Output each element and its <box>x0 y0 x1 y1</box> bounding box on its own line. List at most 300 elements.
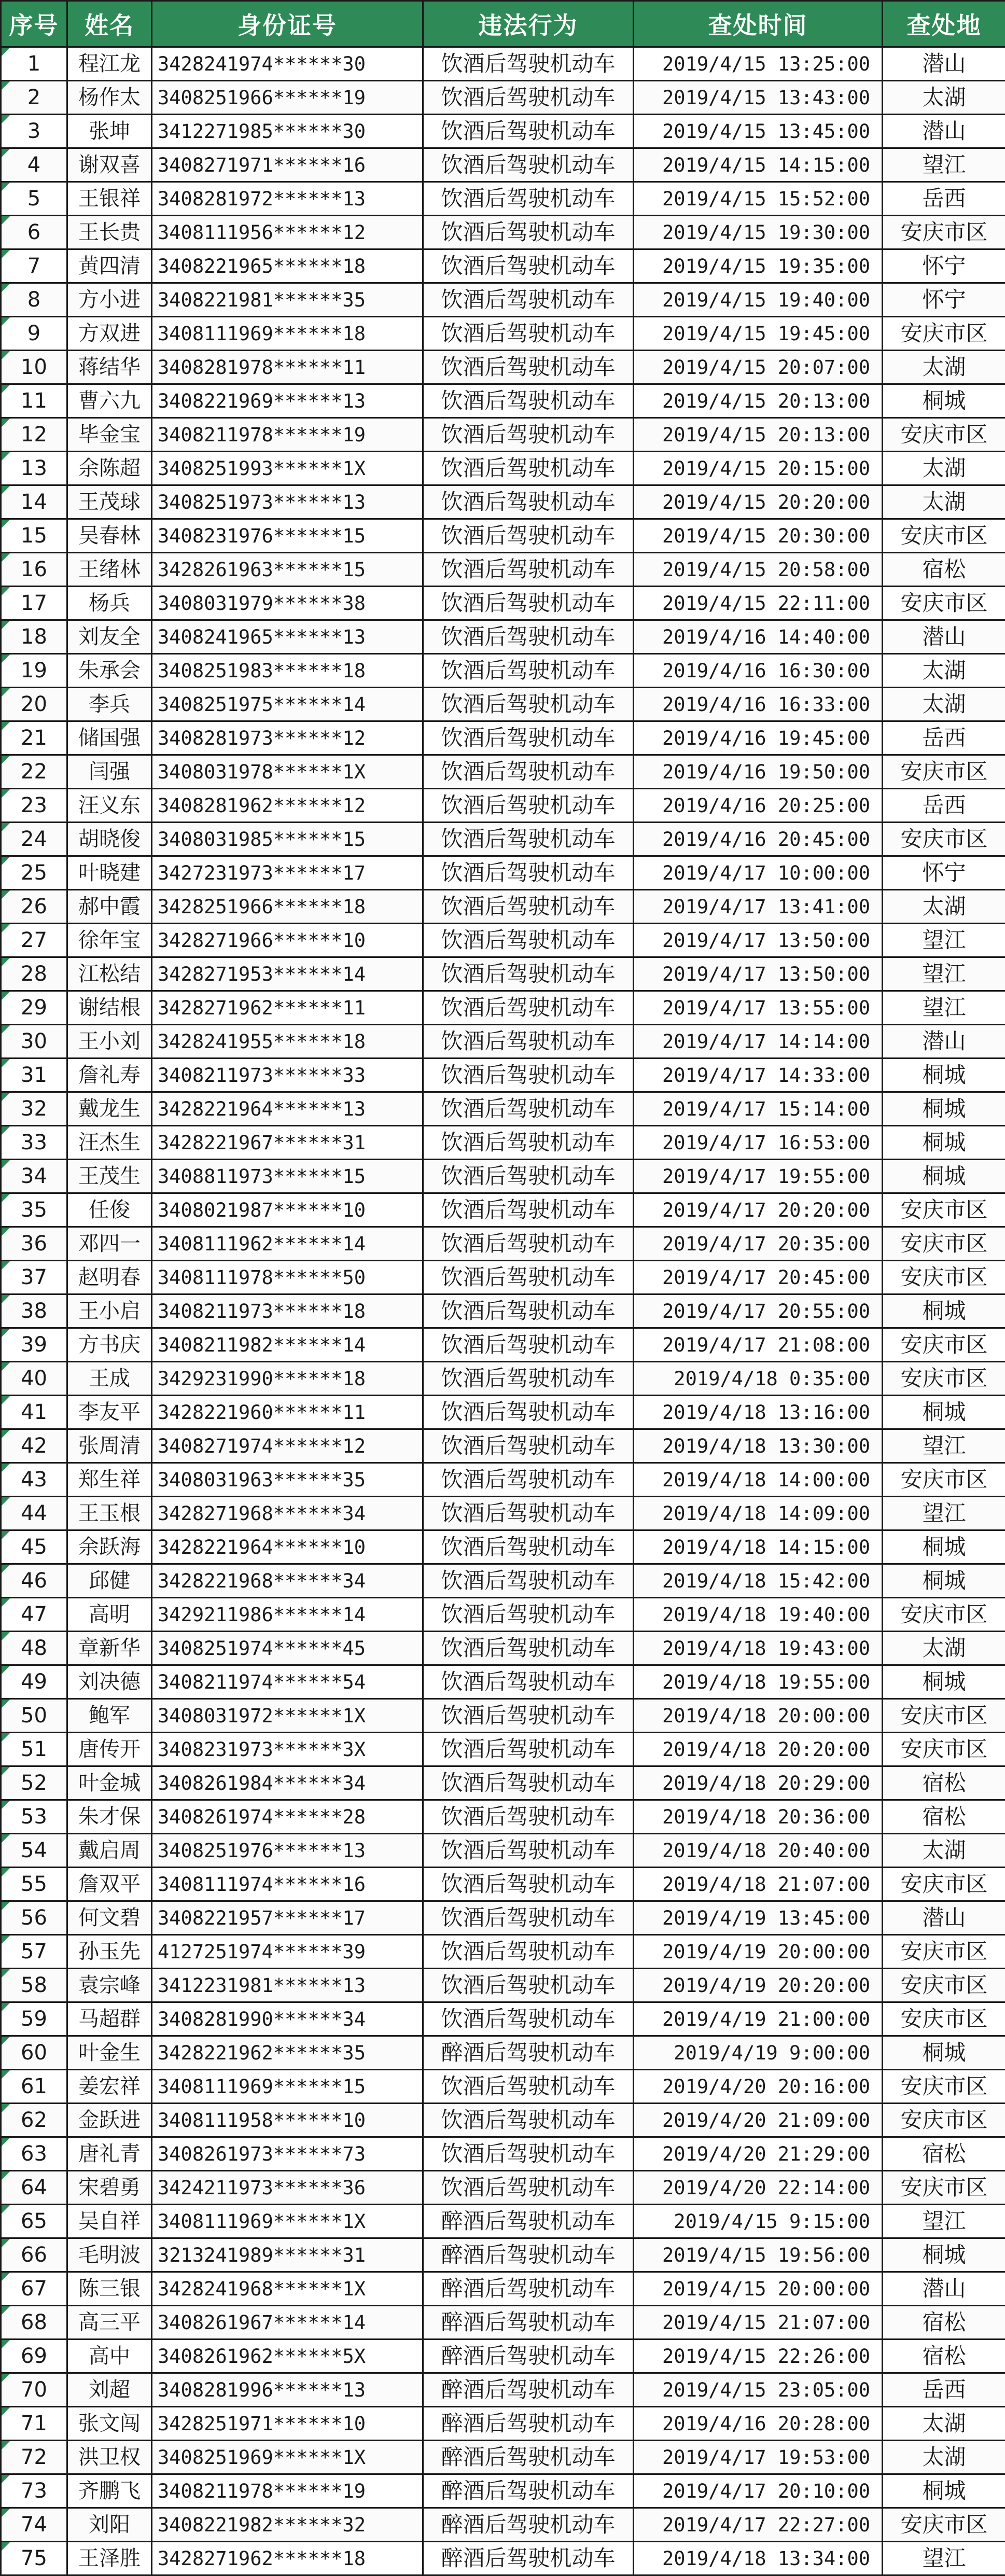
cell-name: 王泽胜 <box>67 2542 152 2575</box>
cell-location: 潜山 <box>883 47 1005 81</box>
cell-location: 怀宁 <box>883 283 1005 317</box>
cell-no: 30 <box>1 1025 67 1059</box>
cell-location: 桐城 <box>883 384 1005 418</box>
table-row <box>1 1800 1005 1834</box>
table-row <box>1 2441 1005 2474</box>
cell-time: 2019/4/17 20:35:00 <box>634 1227 883 1261</box>
cell-time: 2019/4/15 19:30:00 <box>634 216 883 249</box>
cell-time: 2019/4/18 19:43:00 <box>634 1632 883 1665</box>
cell-location: 望江 <box>883 2542 1005 2575</box>
cell-name: 汪义东 <box>67 789 152 823</box>
cell-time: 2019/4/18 20:00:00 <box>634 1699 883 1733</box>
cell-id-number: 3428251971******10 <box>152 2407 423 2441</box>
cell-name: 何文碧 <box>67 1901 152 1935</box>
cell-id-number: 3412271985******30 <box>152 115 423 148</box>
cell-time: 2019/4/15 13:45:00 <box>634 115 883 148</box>
cell-id-number: 3408111958******10 <box>152 2104 423 2137</box>
cell-id-number: 3408211978******19 <box>152 2474 423 2508</box>
cell-no: 17 <box>1 587 67 620</box>
cell-name: 余跃海 <box>67 1530 152 1564</box>
cell-name: 王茂生 <box>67 1160 152 1193</box>
cell-id-number: 3408231973******3X <box>152 1733 423 1766</box>
cell-violation: 饮酒后驾驶机动车 <box>423 2137 634 2171</box>
table-row <box>1 721 1005 755</box>
cell-time: 2019/4/17 20:20:00 <box>634 1193 883 1227</box>
cell-no: 41 <box>1 1396 67 1429</box>
cell-name: 洪卫权 <box>67 2441 152 2474</box>
cell-id-number: 3408111969******15 <box>152 2070 423 2104</box>
cell-no: 60 <box>1 2036 67 2070</box>
table-row <box>1 148 1005 182</box>
cell-time: 2019/4/20 22:14:00 <box>634 2171 883 2205</box>
table-row <box>1 1092 1005 1126</box>
cell-violation: 饮酒后驾驶机动车 <box>423 1530 634 1564</box>
cell-time: 2019/4/15 19:45:00 <box>634 317 883 351</box>
cell-violation: 饮酒后驾驶机动车 <box>423 1193 634 1227</box>
cell-time: 2019/4/15 20:15:00 <box>634 452 883 485</box>
cell-time: 2019/4/17 13:41:00 <box>634 890 883 924</box>
cell-location: 宿松 <box>883 553 1005 587</box>
cell-id-number: 3408251983******18 <box>152 654 423 688</box>
cell-location: 岳西 <box>883 2373 1005 2407</box>
cell-time: 2019/4/18 14:15:00 <box>634 1530 883 1564</box>
cell-no: 49 <box>1 1665 67 1699</box>
cell-no: 54 <box>1 1834 67 1868</box>
table-row <box>1 1598 1005 1632</box>
table-row <box>1 553 1005 587</box>
header-id: 身份证号 <box>152 1 423 47</box>
cell-location: 岳西 <box>883 182 1005 216</box>
cell-name: 王小启 <box>67 1294 152 1328</box>
cell-time: 2019/4/18 13:30:00 <box>634 1429 883 1463</box>
cell-id-number: 3408811973******15 <box>152 1160 423 1193</box>
cell-violation: 饮酒后驾驶机动车 <box>423 957 634 991</box>
cell-no: 68 <box>1 2306 67 2340</box>
table-row <box>1 1632 1005 1665</box>
table-row <box>1 2104 1005 2137</box>
cell-id-number: 3408281972******13 <box>152 182 423 216</box>
table-row <box>1 1362 1005 1396</box>
cell-name: 谢双喜 <box>67 148 152 182</box>
cell-location: 安庆市区 <box>883 2104 1005 2137</box>
cell-location: 望江 <box>883 1497 1005 1530</box>
cell-id-number: 3428221960******11 <box>152 1396 423 1429</box>
cell-time: 2019/4/18 14:09:00 <box>634 1497 883 1530</box>
cell-id-number: 3408221965******18 <box>152 249 423 283</box>
cell-location: 桐城 <box>883 2238 1005 2272</box>
cell-time: 2019/4/16 14:40:00 <box>634 620 883 654</box>
table-row <box>1 81 1005 115</box>
cell-violation: 饮酒后驾驶机动车 <box>423 1665 634 1699</box>
cell-time: 2019/4/15 19:35:00 <box>634 249 883 283</box>
cell-no: 7 <box>1 249 67 283</box>
cell-time: 2019/4/15 23:05:00 <box>634 2373 883 2407</box>
cell-name: 朱才保 <box>67 1800 152 1834</box>
cell-violation: 醉酒后驾驶机动车 <box>423 2542 634 2575</box>
cell-time: 2019/4/18 0:35:00 <box>634 1362 883 1396</box>
cell-id-number: 3428221964******10 <box>152 1530 423 1564</box>
cell-id-number: 3408251976******13 <box>152 1834 423 1868</box>
cell-no: 40 <box>1 1362 67 1396</box>
cell-time: 2019/4/15 13:43:00 <box>634 81 883 115</box>
table-row <box>1 1564 1005 1598</box>
cell-id-number: 3408271971******16 <box>152 148 423 182</box>
cell-name: 吴春林 <box>67 519 152 553</box>
cell-name: 任俊 <box>67 1193 152 1227</box>
cell-name: 刘超 <box>67 2373 152 2407</box>
table-row <box>1 2373 1005 2407</box>
cell-violation: 饮酒后驾驶机动车 <box>423 317 634 351</box>
cell-location: 安庆市区 <box>883 1463 1005 1497</box>
cell-no: 9 <box>1 317 67 351</box>
cell-name: 杨兵 <box>67 587 152 620</box>
header-row <box>1 1 1005 47</box>
cell-name: 刘决德 <box>67 1665 152 1699</box>
cell-time: 2019/4/17 21:08:00 <box>634 1328 883 1362</box>
table-row <box>1 2340 1005 2373</box>
cell-violation: 饮酒后驾驶机动车 <box>423 1328 634 1362</box>
cell-violation: 饮酒后驾驶机动车 <box>423 755 634 789</box>
cell-name: 杨作太 <box>67 81 152 115</box>
cell-time: 2019/4/17 20:55:00 <box>634 1294 883 1328</box>
table-row <box>1 1025 1005 1059</box>
cell-time: 2019/4/17 13:50:00 <box>634 957 883 991</box>
cell-no: 56 <box>1 1901 67 1935</box>
cell-no: 4 <box>1 148 67 182</box>
cell-violation: 饮酒后驾驶机动车 <box>423 1733 634 1766</box>
cell-no: 52 <box>1 1766 67 1800</box>
cell-violation: 饮酒后驾驶机动车 <box>423 1396 634 1429</box>
cell-location: 怀宁 <box>883 249 1005 283</box>
cell-time: 2019/4/16 20:45:00 <box>634 823 883 856</box>
cell-location: 望江 <box>883 1429 1005 1463</box>
cell-name: 方书庆 <box>67 1328 152 1362</box>
cell-name: 刘友全 <box>67 620 152 654</box>
cell-id-number: 3408221981******35 <box>152 283 423 317</box>
cell-location: 太湖 <box>883 2441 1005 2474</box>
cell-name: 储国强 <box>67 721 152 755</box>
table-row <box>1 1766 1005 1800</box>
cell-no: 29 <box>1 991 67 1025</box>
cell-time: 2019/4/16 16:30:00 <box>634 654 883 688</box>
table-row <box>1 789 1005 823</box>
cell-violation: 饮酒后驾驶机动车 <box>423 688 634 721</box>
table-row <box>1 1665 1005 1699</box>
cell-no: 65 <box>1 2205 67 2238</box>
cell-id-number: 3408211973******33 <box>152 1059 423 1092</box>
cell-id-number: 3408031963******35 <box>152 1463 423 1497</box>
cell-id-number: 3428271968******34 <box>152 1497 423 1530</box>
cell-no: 28 <box>1 957 67 991</box>
cell-no: 69 <box>1 2340 67 2373</box>
cell-location: 宿松 <box>883 1766 1005 1800</box>
cell-no: 8 <box>1 283 67 317</box>
table-row <box>1 2137 1005 2171</box>
table-row <box>1 957 1005 991</box>
cell-no: 70 <box>1 2373 67 2407</box>
cell-id-number: 3408111974******16 <box>152 1868 423 1901</box>
cell-violation: 饮酒后驾驶机动车 <box>423 1800 634 1834</box>
cell-violation: 饮酒后驾驶机动车 <box>423 351 634 384</box>
cell-name: 姜宏祥 <box>67 2070 152 2104</box>
table-row <box>1 1160 1005 1193</box>
table-row <box>1 2508 1005 2542</box>
cell-violation: 饮酒后驾驶机动车 <box>423 1632 634 1665</box>
cell-location: 望江 <box>883 957 1005 991</box>
cell-violation: 醉酒后驾驶机动车 <box>423 2441 634 2474</box>
cell-location: 安庆市区 <box>883 823 1005 856</box>
cell-no: 16 <box>1 553 67 587</box>
cell-no: 14 <box>1 485 67 519</box>
cell-no: 12 <box>1 418 67 452</box>
cell-time: 2019/4/19 9:00:00 <box>634 2036 883 2070</box>
cell-no: 36 <box>1 1227 67 1261</box>
cell-location: 岳西 <box>883 721 1005 755</box>
cell-no: 63 <box>1 2137 67 2171</box>
cell-name: 齐鹏飞 <box>67 2474 152 2508</box>
cell-name: 张周清 <box>67 1429 152 1463</box>
cell-violation: 醉酒后驾驶机动车 <box>423 2340 634 2373</box>
cell-violation: 饮酒后驾驶机动车 <box>423 1429 634 1463</box>
cell-violation: 饮酒后驾驶机动车 <box>423 148 634 182</box>
table-row <box>1 2002 1005 2036</box>
cell-time: 2019/4/18 20:29:00 <box>634 1766 883 1800</box>
table-body <box>1 47 1005 2575</box>
cell-location: 潜山 <box>883 620 1005 654</box>
cell-time: 2019/4/19 21:00:00 <box>634 2002 883 2036</box>
table-row <box>1 2542 1005 2575</box>
table-row <box>1 216 1005 249</box>
cell-id-number: 3408281978******11 <box>152 351 423 384</box>
table-row <box>1 2070 1005 2104</box>
cell-name: 章新华 <box>67 1632 152 1665</box>
table-row <box>1 249 1005 283</box>
cell-violation: 饮酒后驾驶机动车 <box>423 2070 634 2104</box>
cell-time: 2019/4/15 9:15:00 <box>634 2205 883 2238</box>
cell-no: 35 <box>1 1193 67 1227</box>
table-row <box>1 654 1005 688</box>
cell-violation: 饮酒后驾驶机动车 <box>423 1766 634 1800</box>
cell-violation: 饮酒后驾驶机动车 <box>423 485 634 519</box>
cell-location: 桐城 <box>883 1396 1005 1429</box>
cell-violation: 醉酒后驾驶机动车 <box>423 2238 634 2272</box>
cell-name: 闫强 <box>67 755 152 789</box>
cell-time: 2019/4/15 20:20:00 <box>634 485 883 519</box>
table-row <box>1 2205 1005 2238</box>
table-row <box>1 1901 1005 1935</box>
header-name: 姓名 <box>67 1 152 47</box>
cell-location: 桐城 <box>883 1160 1005 1193</box>
cell-violation: 饮酒后驾驶机动车 <box>423 1699 634 1733</box>
cell-no: 34 <box>1 1160 67 1193</box>
cell-id-number: 3428241974******30 <box>152 47 423 81</box>
cell-time: 2019/4/16 19:50:00 <box>634 755 883 789</box>
cell-no: 26 <box>1 890 67 924</box>
cell-name: 曹六九 <box>67 384 152 418</box>
cell-time: 2019/4/17 22:27:00 <box>634 2508 883 2542</box>
cell-violation: 饮酒后驾驶机动车 <box>423 1901 634 1935</box>
cell-no: 62 <box>1 2104 67 2137</box>
cell-id-number: 3408211973******18 <box>152 1294 423 1328</box>
cell-violation: 饮酒后驾驶机动车 <box>423 620 634 654</box>
table-row <box>1 890 1005 924</box>
cell-no: 6 <box>1 216 67 249</box>
cell-violation: 饮酒后驾驶机动车 <box>423 2104 634 2137</box>
cell-time: 2019/4/16 16:33:00 <box>634 688 883 721</box>
cell-location: 宿松 <box>883 2340 1005 2373</box>
cell-id-number: 3428271962******18 <box>152 2542 423 2575</box>
cell-no: 18 <box>1 620 67 654</box>
cell-name: 袁宗峰 <box>67 1969 152 2002</box>
cell-id-number: 3408111956******12 <box>152 216 423 249</box>
cell-no: 27 <box>1 924 67 957</box>
cell-no: 3 <box>1 115 67 148</box>
cell-time: 2019/4/15 19:40:00 <box>634 283 883 317</box>
table-row <box>1 1261 1005 1294</box>
table-row <box>1 182 1005 216</box>
cell-location: 望江 <box>883 2205 1005 2238</box>
cell-location: 安庆市区 <box>883 1969 1005 2002</box>
cell-location: 安庆市区 <box>883 2070 1005 2104</box>
table-row <box>1 418 1005 452</box>
cell-no: 44 <box>1 1497 67 1530</box>
cell-location: 太湖 <box>883 688 1005 721</box>
cell-location: 太湖 <box>883 2407 1005 2441</box>
cell-name: 王绪林 <box>67 553 152 587</box>
cell-name: 毕金宝 <box>67 418 152 452</box>
table-row <box>1 1059 1005 1092</box>
cell-violation: 醉酒后驾驶机动车 <box>423 2272 634 2306</box>
cell-violation: 饮酒后驾驶机动车 <box>423 1362 634 1396</box>
table-row <box>1 1429 1005 1463</box>
table-row <box>1 1193 1005 1227</box>
cell-name: 马超群 <box>67 2002 152 2036</box>
table-row <box>1 351 1005 384</box>
cell-no: 74 <box>1 2508 67 2542</box>
cell-location: 安庆市区 <box>883 1868 1005 1901</box>
cell-time: 2019/4/17 13:50:00 <box>634 924 883 957</box>
cell-id-number: 3408261967******14 <box>152 2306 423 2340</box>
cell-no: 19 <box>1 654 67 688</box>
cell-location: 安庆市区 <box>883 1193 1005 1227</box>
cell-id-number: 3408221957******17 <box>152 1901 423 1935</box>
cell-time: 2019/4/19 20:20:00 <box>634 1969 883 2002</box>
cell-id-number: 4127251974******39 <box>152 1935 423 1969</box>
cell-violation: 饮酒后驾驶机动车 <box>423 721 634 755</box>
cell-name: 金跃进 <box>67 2104 152 2137</box>
table-row <box>1 620 1005 654</box>
cell-time: 2019/4/17 19:55:00 <box>634 1160 883 1193</box>
cell-violation: 饮酒后驾驶机动车 <box>423 418 634 452</box>
cell-id-number: 3213241989******31 <box>152 2238 423 2272</box>
cell-id-number: 3428271962******11 <box>152 991 423 1025</box>
cell-name: 余陈超 <box>67 452 152 485</box>
cell-name: 唐礼青 <box>67 2137 152 2171</box>
cell-time: 2019/4/15 22:26:00 <box>634 2340 883 2373</box>
cell-time: 2019/4/15 21:07:00 <box>634 2306 883 2340</box>
table-row <box>1 2238 1005 2272</box>
cell-id-number: 3408261974******28 <box>152 1800 423 1834</box>
cell-name: 朱承会 <box>67 654 152 688</box>
cell-violation: 饮酒后驾驶机动车 <box>423 1025 634 1059</box>
cell-violation: 饮酒后驾驶机动车 <box>423 1463 634 1497</box>
cell-time: 2019/4/17 13:55:00 <box>634 991 883 1025</box>
cell-violation: 饮酒后驾驶机动车 <box>423 890 634 924</box>
cell-id-number: 3408251975******14 <box>152 688 423 721</box>
table-row <box>1 1396 1005 1429</box>
cell-no: 72 <box>1 2441 67 2474</box>
cell-no: 64 <box>1 2171 67 2205</box>
cell-no: 47 <box>1 1598 67 1632</box>
cell-time: 2019/4/18 20:40:00 <box>634 1834 883 1868</box>
cell-violation: 醉酒后驾驶机动车 <box>423 2306 634 2340</box>
cell-id-number: 3408111978******50 <box>152 1261 423 1294</box>
table-row <box>1 1733 1005 1766</box>
cell-id-number: 3428251966******18 <box>152 890 423 924</box>
cell-id-number: 3408251993******1X <box>152 452 423 485</box>
cell-time: 2019/4/17 14:14:00 <box>634 1025 883 1059</box>
cell-violation: 饮酒后驾驶机动车 <box>423 1294 634 1328</box>
cell-name: 郑生祥 <box>67 1463 152 1497</box>
table-row <box>1 384 1005 418</box>
cell-name: 詹礼寿 <box>67 1059 152 1092</box>
cell-name: 孙玉先 <box>67 1935 152 1969</box>
cell-location: 安庆市区 <box>883 418 1005 452</box>
cell-violation: 饮酒后驾驶机动车 <box>423 823 634 856</box>
cell-id-number: 3428261963******15 <box>152 553 423 587</box>
cell-id-number: 3408251974******45 <box>152 1632 423 1665</box>
cell-no: 38 <box>1 1294 67 1328</box>
cell-violation: 饮酒后驾驶机动车 <box>423 1092 634 1126</box>
cell-no: 59 <box>1 2002 67 2036</box>
table-row <box>1 1294 1005 1328</box>
cell-id-number: 3428271953******14 <box>152 957 423 991</box>
cell-location: 桐城 <box>883 1126 1005 1160</box>
cell-location: 潜山 <box>883 115 1005 148</box>
cell-no: 23 <box>1 789 67 823</box>
cell-location: 安庆市区 <box>883 1935 1005 1969</box>
cell-location: 太湖 <box>883 81 1005 115</box>
cell-location: 宿松 <box>883 2137 1005 2171</box>
cell-name: 鲍军 <box>67 1699 152 1733</box>
cell-no: 31 <box>1 1059 67 1092</box>
cell-location: 太湖 <box>883 1632 1005 1665</box>
cell-violation: 饮酒后驾驶机动车 <box>423 216 634 249</box>
cell-violation: 饮酒后驾驶机动车 <box>423 1227 634 1261</box>
cell-violation: 饮酒后驾驶机动车 <box>423 1059 634 1092</box>
table-row <box>1 1328 1005 1362</box>
cell-time: 2019/4/18 14:00:00 <box>634 1463 883 1497</box>
cell-no: 32 <box>1 1092 67 1126</box>
cell-no: 10 <box>1 351 67 384</box>
cell-id-number: 3408031979******38 <box>152 587 423 620</box>
cell-time: 2019/4/15 20:30:00 <box>634 519 883 553</box>
cell-violation: 饮酒后驾驶机动车 <box>423 519 634 553</box>
table-row <box>1 47 1005 81</box>
cell-name: 戴龙生 <box>67 1092 152 1126</box>
cell-time: 2019/4/19 13:45:00 <box>634 1901 883 1935</box>
cell-name: 王成 <box>67 1362 152 1396</box>
cell-no: 11 <box>1 384 67 418</box>
cell-name: 王茂球 <box>67 485 152 519</box>
cell-name: 宋碧勇 <box>67 2171 152 2205</box>
cell-time: 2019/4/15 14:15:00 <box>634 148 883 182</box>
cell-no: 53 <box>1 1800 67 1834</box>
cell-violation: 饮酒后驾驶机动车 <box>423 1868 634 1901</box>
cell-location: 安庆市区 <box>883 216 1005 249</box>
cell-no: 50 <box>1 1699 67 1733</box>
cell-time: 2019/4/20 21:09:00 <box>634 2104 883 2137</box>
